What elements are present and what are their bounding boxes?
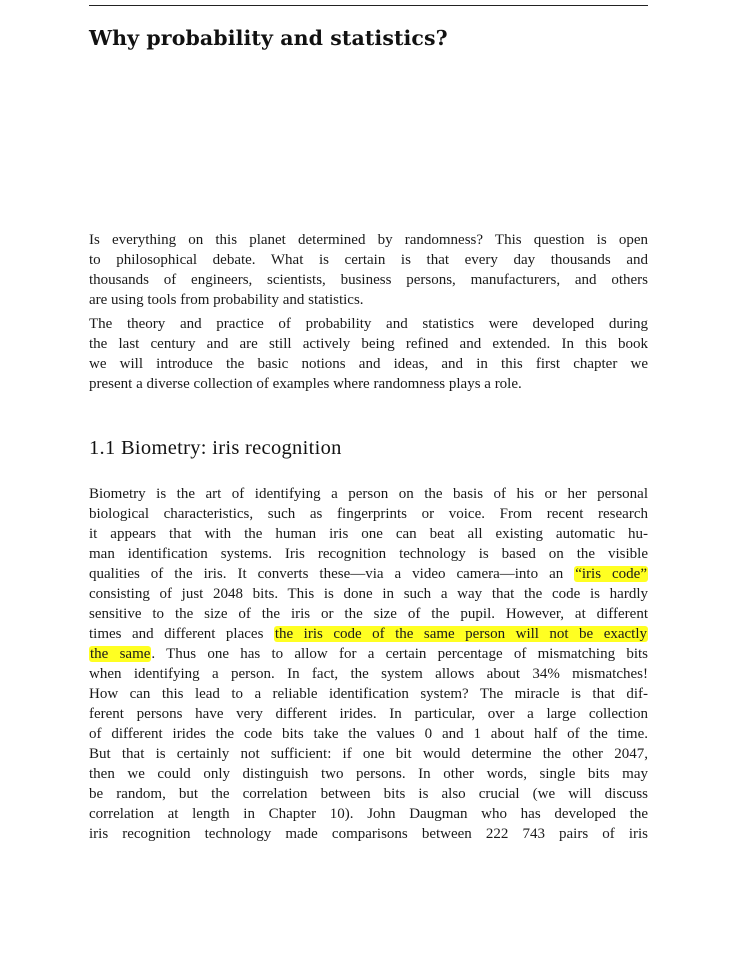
text-line: Biometry is the art of identifying a person on the basis of his or her personal (89, 486, 648, 502)
text-line: when identifying a person. In fact, the system allows about 34% mismatches! (89, 666, 648, 682)
text-line: we will introduce the basic notions and ideas, and in this first chapter we (89, 356, 648, 372)
highlight-not-exactly-same[interactable]: the iris code of the same person will not be exactly (274, 626, 647, 642)
text-line: ferent persons have very different irides. In particular, over a large collection (89, 706, 648, 722)
text-line: of different irides the code bits take the values 0 and 1 about half of the time. (89, 726, 648, 742)
text-line: biological characteristics, such as fingerprints or voice. From recent research (89, 506, 648, 522)
text-fragment: . Thus one has to allow for a certain percentage of mismatching bits (151, 646, 648, 662)
text-line: Is everything on this planet determined by randomness? This question is open (89, 232, 648, 248)
text-line-with-highlight (89, 624, 648, 644)
highlight-the-same[interactable]: the same (90, 646, 151, 662)
text-line: The theory and practice of probability and statistics were developed during (89, 316, 648, 332)
text-line: sensitive to the size of the iris or the size of the pupil. However, at different (89, 606, 648, 622)
text-line: present a diverse collection of examples where randomness plays a role. (89, 376, 522, 392)
text-fragment: times and different places (89, 626, 274, 642)
text-line-with-highlight (89, 644, 648, 664)
text-line: But that is certainly not sufficient: if one bit would determine the other 2047, (89, 746, 648, 762)
text-fragment: qualities of the iris. It converts these—via a video camera—into an (89, 566, 575, 582)
chapter-title: Why probability and statistics? (89, 26, 448, 50)
intro-paragraph-2 (89, 314, 648, 394)
text-line: correlation at length in Chapter 10). John Daugman who has developed the (89, 806, 648, 822)
text-line: iris recognition technology made comparisons between 222 743 pairs of iris (89, 826, 648, 842)
section-title: 1.1 Biometry: iris recognition (89, 437, 342, 459)
text-line: thousands of engineers, scientists, business persons, manufacturers, and others (89, 272, 648, 288)
text-line: to philosophical debate. What is certain is that every day thousands and (89, 252, 648, 268)
text-line: then we could only distinguish two persons. In other words, single bits may (89, 766, 648, 782)
header-rule (89, 5, 648, 6)
highlight-iris-code[interactable]: “iris code” (575, 566, 647, 582)
text-line: How can this lead to a reliable identification system? The miracle is that dif- (89, 686, 648, 702)
text-line: it appears that with the human iris one can beat all existing automatic hu- (89, 526, 648, 542)
text-line-with-highlight (89, 564, 648, 584)
text-line: are using tools from probability and statistics. (89, 292, 364, 308)
text-line: consisting of just 2048 bits. This is done in such a way that the code is hardly (89, 586, 648, 602)
text-line: the last century and are still actively being refined and extended. In this book (89, 336, 648, 352)
intro-paragraph-1 (89, 230, 648, 310)
text-line: be random, but the correlation between bits is also crucial (we will discuss (89, 786, 648, 802)
biometry-paragraph (89, 484, 648, 844)
text-line: man identification systems. Iris recognition technology is based on the visible (89, 546, 648, 562)
